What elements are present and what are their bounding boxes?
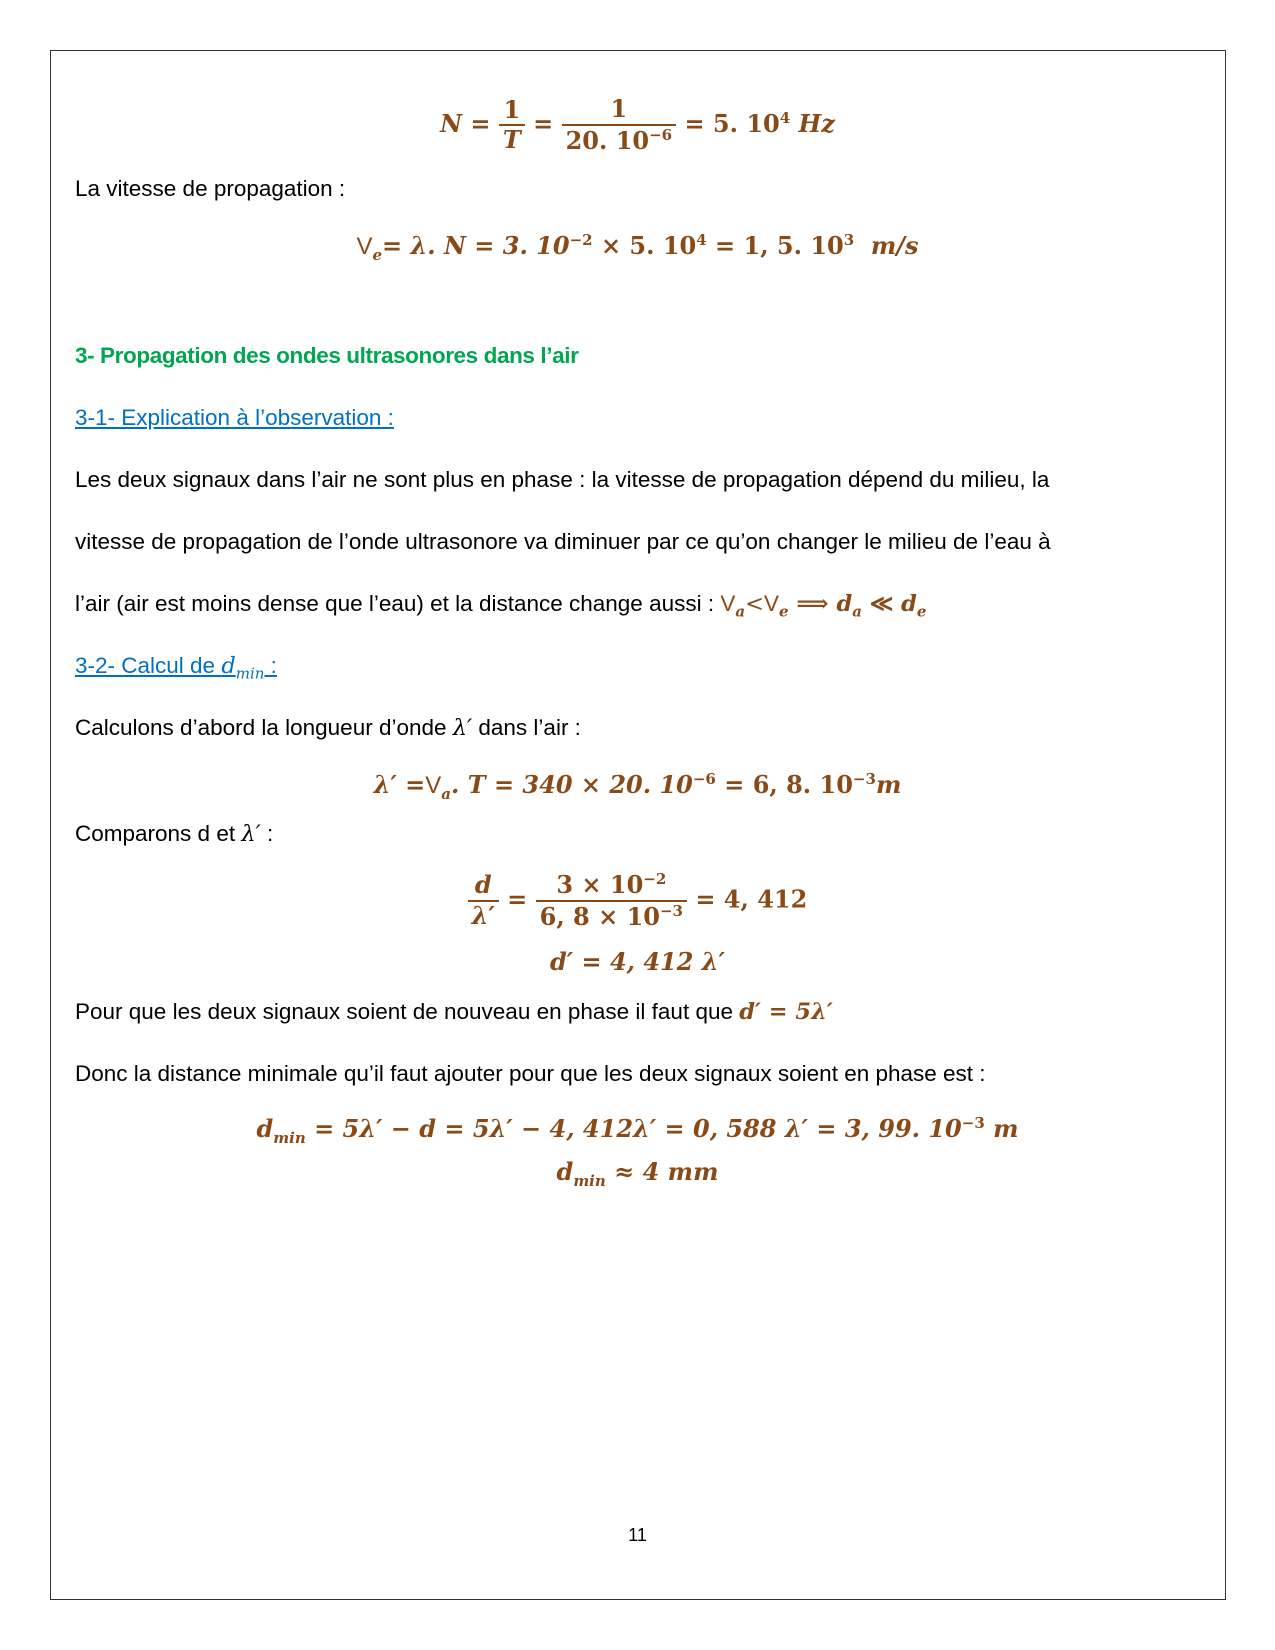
equation-dmin-calc: $d_{min} = 5\lambda' - d = 5\lambda' - 4$, 412λ′ = 0, 588 λ′ = 3, 99. $10^{-3}$ m bbox=[256, 1114, 1019, 1147]
fraction-1-over-period: $\frac{1}{20. 10^{-6}}$ bbox=[562, 95, 677, 156]
distance-min-text: Donc la distance minimale qu’il faut ajouter pour que les deux signaux soient en phase est : bbox=[75, 1061, 986, 1086]
equation-dmin-result: $d_{min} \approx 4$ mm bbox=[556, 1157, 719, 1190]
paragraph-line-2: vitesse de propagation de l’onde ultrasonore va diminuer par ce qu’on changer le milieu de l’eau à bbox=[75, 529, 1051, 554]
equation-ratio: $\frac{d}{\lambda'}$ = $\frac{3 \times 10^{-2}}{6, 8 \times 10^{-3}}$ = 4, 412 bbox=[0, 870, 1275, 932]
compare-text: Comparons d et λ′ : bbox=[75, 821, 274, 847]
page-number: 11 bbox=[628, 1525, 647, 1545]
section-3-title: 3- Propagation des ondes ultrasonores dans l’air bbox=[75, 343, 579, 368]
paragraph-line-3: l’air (air est moins dense que l’eau) et la distance change aussi : $V_a<V_e$ ⟹ $d_a$ ≪ $d_e$ bbox=[75, 591, 927, 621]
phase-condition-text: Pour que les deux signaux soient de nouveau en phase il faut que d′ = 5λ′ bbox=[75, 999, 833, 1025]
fraction-values: $\frac{3 \times 10^{-2}}{6, 8 \times 10^{-3}}$ bbox=[536, 870, 687, 932]
vitesse-label: La vitesse de propagation : bbox=[75, 176, 346, 201]
equation-dprime: d′ = 4, 412 λ′ bbox=[550, 947, 725, 976]
fraction-1-over-T: $\frac{1}{T}$ bbox=[499, 96, 525, 156]
calc-lambda-text: Calculons d’abord la longueur d’onde λ′ dans l’air : bbox=[75, 715, 581, 741]
equation-frequency: N = $\frac{1}{T}$ = $\frac{1}{20. 10^{-6}}$ = 5. $10^4$ Hz bbox=[440, 94, 835, 155]
equation-lambda-air: $\lambda' =V_a$. T = 340 × 20. $10^{-6} = 6$, 8. $10^{-3}m$ bbox=[373, 770, 902, 803]
subsection-3-2-title: 3-2- Calcul de $d_{min}$ : bbox=[75, 653, 277, 683]
speed-comparison-math: $V_a<V_e$ ⟹ $d_a$ ≪ $d_e$ bbox=[720, 591, 927, 621]
paragraph-line-1: Les deux signaux dans l’air ne sont plus en phase : la vitesse de propagation dépend du milieu, la bbox=[75, 467, 1050, 492]
equation-speed-water: $V_e= \lambda$. N = 3. $10^{-2} \times 5$. $10^4 = 1$, 5. $10^3$ m/s bbox=[356, 231, 919, 264]
fraction-d-over-lambda: $\frac{d}{\lambda'}$ bbox=[468, 871, 499, 931]
subsection-3-1-title: 3-1- Explication à l’observation : bbox=[75, 405, 394, 430]
